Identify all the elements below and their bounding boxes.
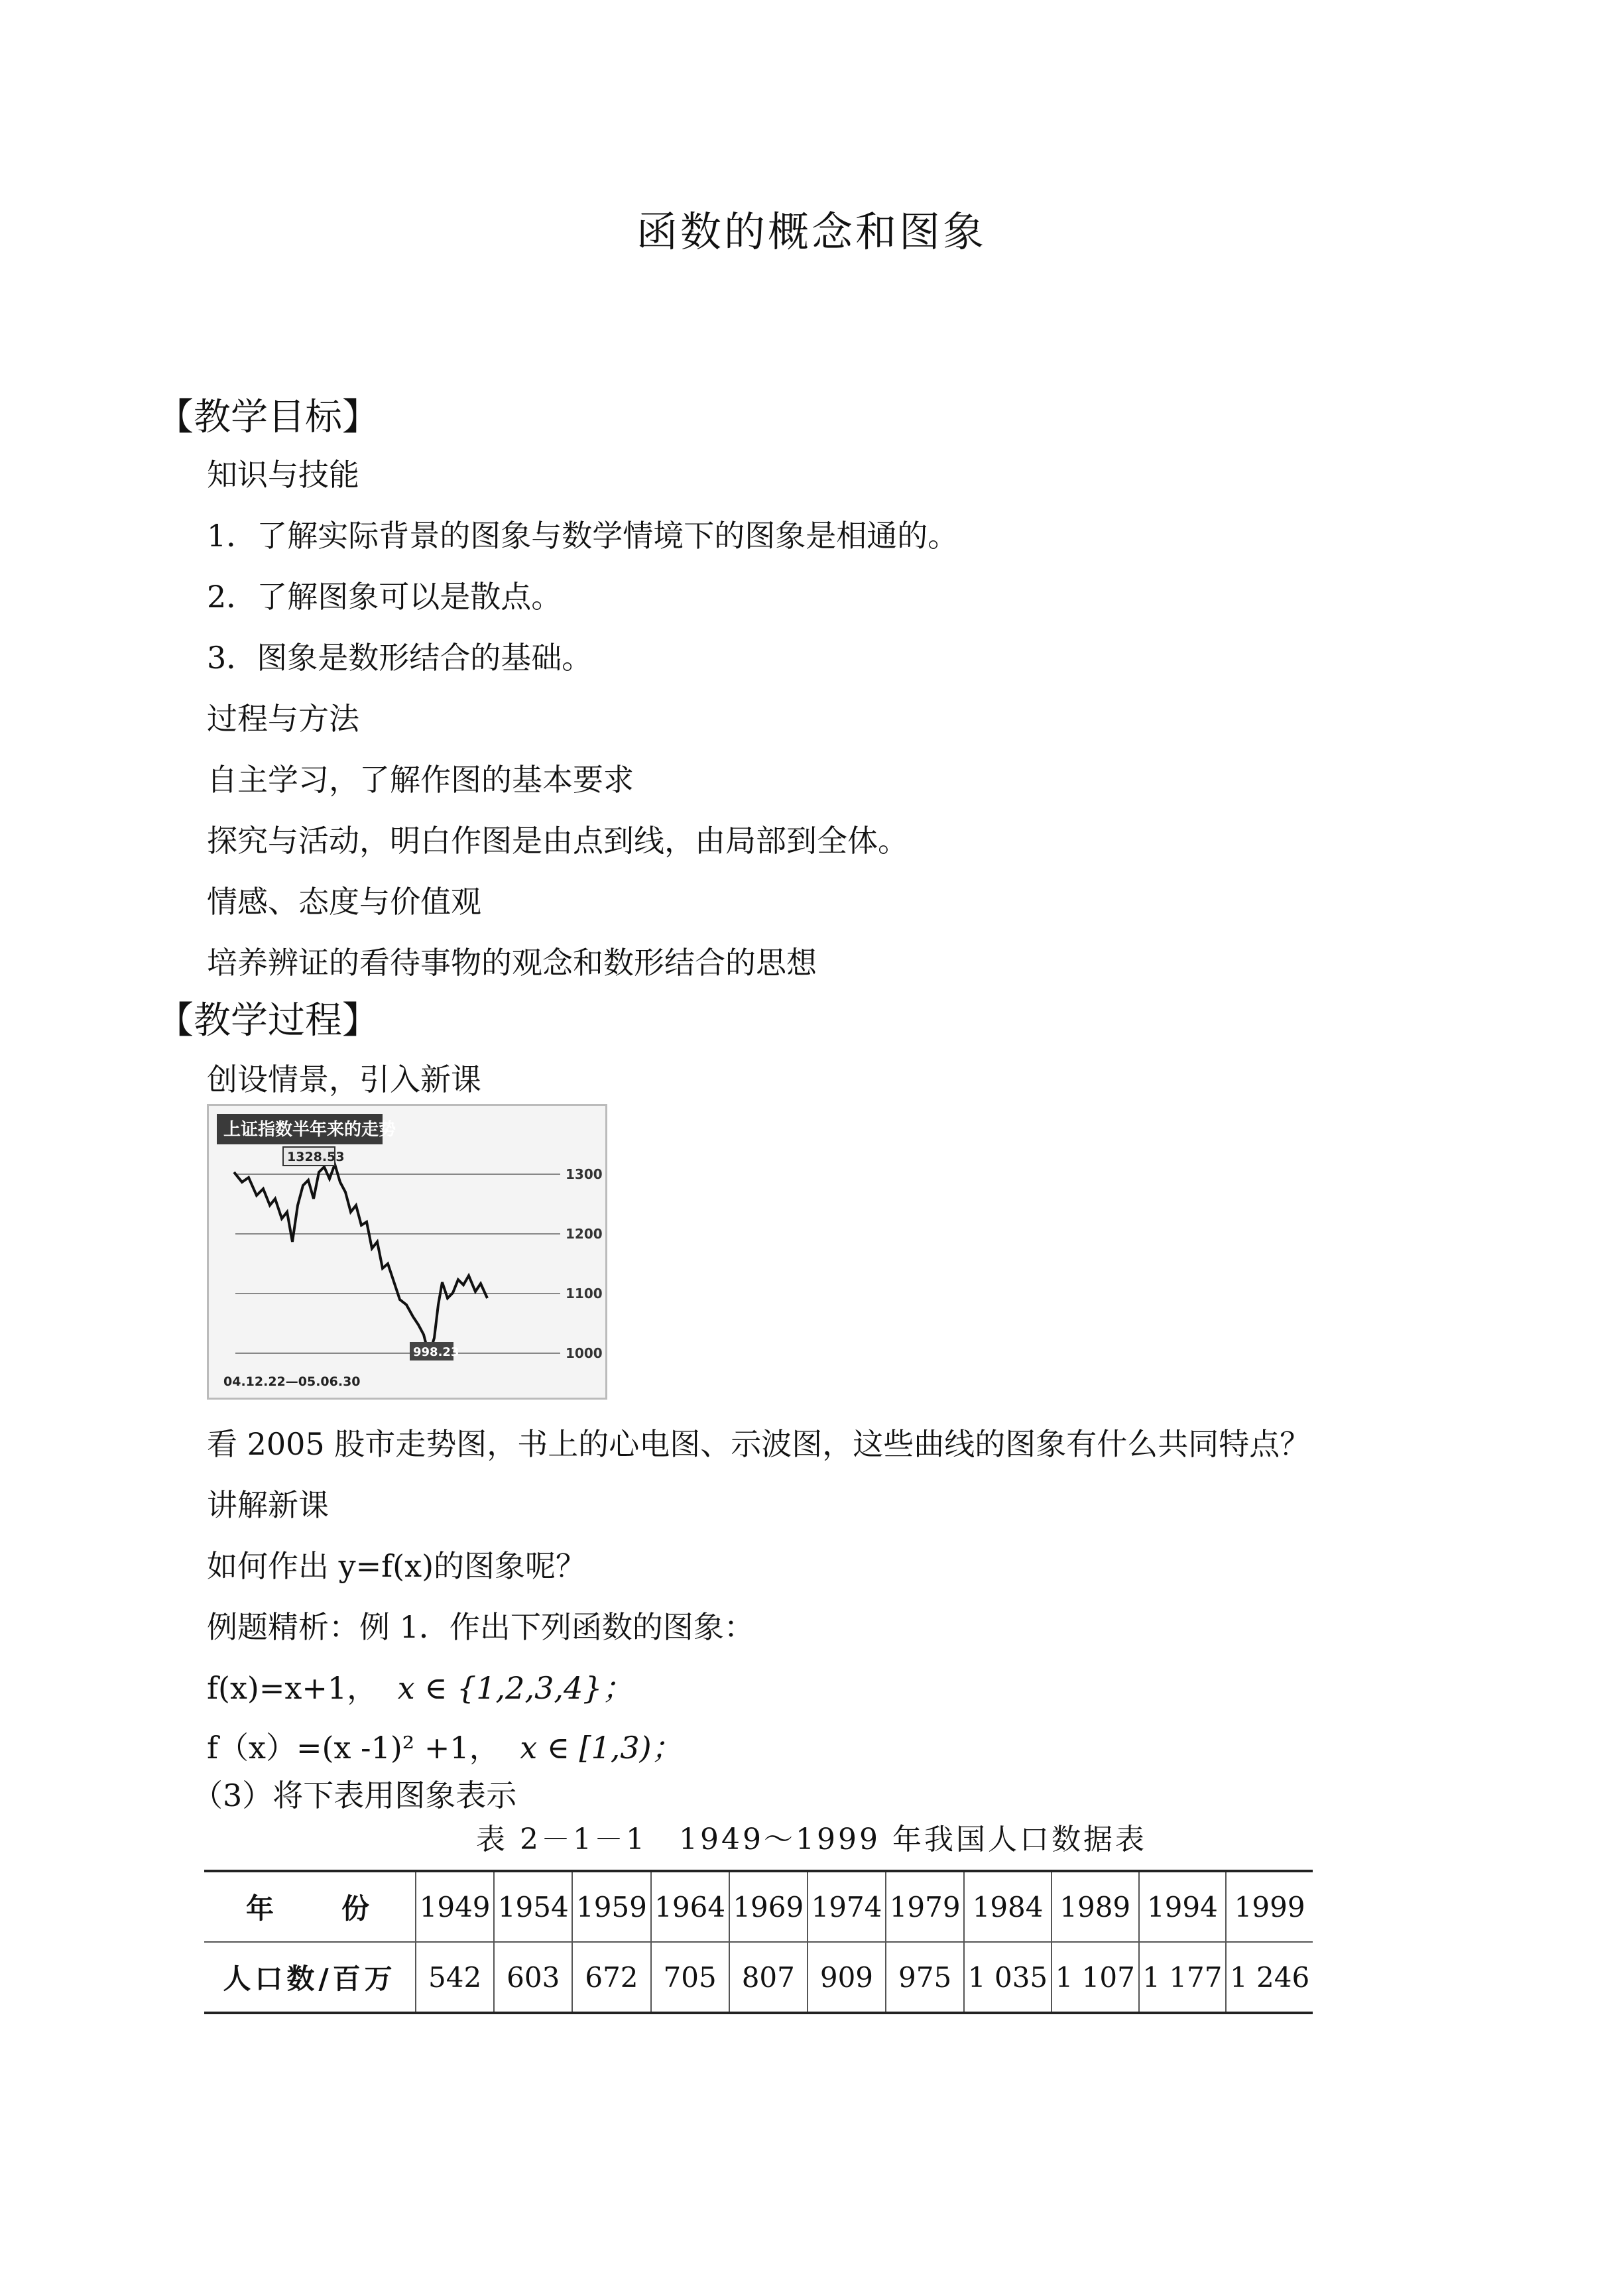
example-line: 例题精析：例 1．作出下列函数的图象： <box>207 1609 754 1645</box>
function-2-expression: f（x）=(x -1)² +1， <box>207 1730 500 1766</box>
table-row-population <box>204 1942 1313 2013</box>
year-cell: 1974 <box>808 1871 886 1942</box>
goal-item-3: 3．图象是数形结合的基础。 <box>207 640 593 676</box>
function-2 <box>207 1724 682 1768</box>
goal-item-2: 2．了解图象可以是散点。 <box>207 579 562 615</box>
date-range-label: 04.12.22—05.06.30 <box>223 1374 361 1389</box>
population-table <box>204 1870 1313 2014</box>
stock-index-chart <box>207 1104 607 1400</box>
year-cell: 1969 <box>729 1871 808 1942</box>
item-3-line: （3）将下表用图象表示 <box>192 1778 517 1813</box>
process-item-1: 自主学习，了解作图的基本要求 <box>207 762 634 798</box>
function-2-domain: x ∈ [1,3)； <box>520 1730 682 1766</box>
year-cell: 1954 <box>494 1871 572 1942</box>
row-head-population: 人口数/百万 <box>204 1942 416 2013</box>
year-cell: 1984 <box>964 1871 1052 1942</box>
population-cell: 705 <box>651 1942 729 2013</box>
population-cell: 975 <box>886 1942 964 2013</box>
section-heading-goals: 【教学目标】 <box>156 396 379 439</box>
row-head-year: 年 份 <box>204 1871 416 1942</box>
population-cell: 1 246 <box>1226 1942 1313 2013</box>
year-cell: 1989 <box>1052 1871 1139 1942</box>
y-tick-1200: 1200 <box>566 1226 603 1242</box>
new-lesson-heading: 讲解新课 <box>207 1487 329 1523</box>
year-cell: 1959 <box>572 1871 650 1942</box>
function-1 <box>207 1664 632 1708</box>
population-cell: 1 035 <box>964 1942 1052 2013</box>
population-cell: 1 177 <box>1139 1942 1227 2013</box>
y-tick-1000: 1000 <box>566 1345 603 1361</box>
chart-title: 上证指数半年来的走势 <box>223 1120 396 1140</box>
goal-item-1: 1．了解实际背景的图象与数学情境下的图象是相通的。 <box>207 518 959 554</box>
y-tick-1300: 1300 <box>566 1166 603 1182</box>
year-cell: 1949 <box>416 1871 494 1942</box>
year-cell: 1999 <box>1226 1871 1313 1942</box>
page-title: 函数的概念和图象 <box>636 208 987 256</box>
how-line: 如何作出 y=f(x)的图象呢？ <box>207 1548 587 1584</box>
process-method-heading: 过程与方法 <box>207 701 359 737</box>
year-cell: 1994 <box>1139 1871 1227 1942</box>
population-cell: 909 <box>808 1942 886 2013</box>
emotion-heading: 情感、态度与价值观 <box>207 884 481 920</box>
section-heading-process: 【教学过程】 <box>156 999 379 1042</box>
low-label: 998.23 <box>413 1345 459 1359</box>
high-label: 1328.53 <box>287 1150 345 1164</box>
table-row-years <box>204 1871 1313 1942</box>
function-1-domain: x ∈ {1,2,3,4}； <box>397 1670 633 1706</box>
y-tick-1100: 1100 <box>566 1286 603 1301</box>
population-cell: 1 107 <box>1052 1942 1139 2013</box>
stock-chart-svg <box>209 1106 605 1398</box>
population-cell: 542 <box>416 1942 494 2013</box>
year-cell: 1964 <box>651 1871 729 1942</box>
knowledge-heading: 知识与技能 <box>207 457 359 493</box>
population-cell: 807 <box>729 1942 808 2013</box>
population-cell: 672 <box>572 1942 650 2013</box>
function-1-expression: f(x)=x+1， <box>207 1670 378 1706</box>
process-item-2: 探究与活动，明白作图是由点到线，由局部到全体。 <box>207 823 908 859</box>
question-line: 看 2005 股市走势图，书上的心电图、示波图，这些曲线的图象有什么共同特点？ <box>207 1426 1311 1462</box>
population-cell: 603 <box>494 1942 572 2013</box>
intro-line: 创设情景，引入新课 <box>207 1061 481 1097</box>
table-caption: 表 2－1－1 1949～1999 年我国人口数据表 <box>476 1823 1147 1856</box>
year-cell: 1979 <box>886 1871 964 1942</box>
emotion-item-1: 培养辨证的看待事物的观念和数形结合的思想 <box>207 945 817 981</box>
